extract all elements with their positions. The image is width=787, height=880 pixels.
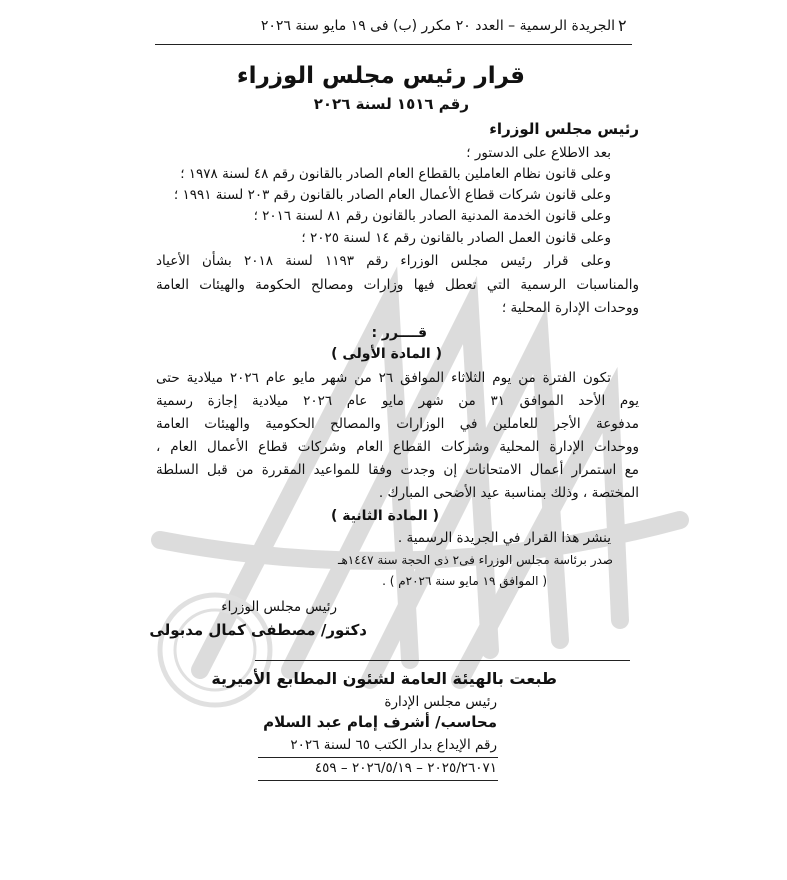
- preamble-line: وعلى قرار رئيس مجلس الوزراء رقم ١١٩٣ لسنة ٢٠١٨ بشأن الأعياد: [156, 253, 611, 269]
- article-1-line: ووحدات الإدارة المحلية وشركات القطاع العام وشركات قطاع الأعمال العام ،: [156, 439, 639, 455]
- print-code: ٢٠٢٥/٢٦٠٧١ – ٢٠٢٦/٥/١٩ – ٤٥٩: [314, 760, 497, 776]
- article-1-heading: ( المادة الأولى ): [331, 346, 442, 362]
- preamble-line: وعلى قانون نظام العاملين بالقطاع العام الصادر بالقانون رقم ٤٨ لسنة ١٩٧٨ ؛: [180, 166, 611, 182]
- preamble-line: بعد الاطلاع على الدستور ؛: [466, 145, 611, 161]
- issued-date-line: ( الموافق ١٩ مايو سنة ٢٠٢٦م ) .: [382, 574, 547, 588]
- signatory-name: دكتور/ مصطفى كمال مدبولى: [149, 621, 367, 639]
- preamble-line: وعلى قانون شركات قطاع الأعمال العام الصادر بالقانون رقم ٢٠٣ لسنة ١٩٩١ ؛: [173, 187, 611, 203]
- printer-name: طبعت بالهيئة العامة لشئون المطابع الأميرية: [211, 669, 557, 688]
- decree-number: رقم ١٥١٦ لسنة ٢٠٢٦: [313, 95, 469, 113]
- printer-chair-title: رئيس مجلس الإدارة: [384, 694, 497, 710]
- article-2-line: ينشر هذا القرار في الجريدة الرسمية .: [397, 530, 611, 546]
- preamble-line: وعلى قانون الخدمة المدنية الصادر بالقانون رقم ٨١ لسنة ٢٠١٦ ؛: [253, 208, 611, 224]
- issued-line: صدر برئاسة مجلس الوزراء فى٢ ذى الحجة سنة ١٤٤٧هـ: [337, 553, 613, 567]
- article-1-line: تكون الفترة من يوم الثلاثاء الموافق ٢٦ من شهر مايو عام ٢٠٢٦ ميلادية حتى: [156, 370, 611, 386]
- deposit-number: رقم الإيداع بدار الكتب ٦٥ لسنة ٢٠٢٦: [290, 737, 497, 753]
- bottom-rule: [258, 780, 498, 781]
- header-rule: [155, 44, 632, 45]
- decree-title: قرار رئيس مجلس الوزراء: [236, 63, 525, 89]
- page-number: ٢: [618, 16, 627, 35]
- signatory-title: رئيس مجلس الوزراء: [221, 599, 337, 615]
- deposit-rule: [258, 757, 498, 758]
- preamble-line: والمناسبات الرسمية التي تعطل فيها وزارات ومصالح الحكومة والهيئات العامة: [156, 277, 639, 293]
- footer-rule: [255, 660, 630, 661]
- article-2-heading: ( المادة الثانية ): [330, 508, 439, 524]
- running-header: الجريدة الرسمية – العدد ٢٠ مكرر (ب) فى ١٩ مايو سنة ٢٠٢٦: [260, 18, 615, 34]
- article-1-line: مدفوعة الأجر للعاملين في الوزارات والمصالح الحكومية والهيئات العامة: [156, 416, 639, 432]
- preamble-line: ووحدات الإدارة المحلية ؛: [501, 300, 639, 316]
- decided-heading: قــــرر :: [371, 325, 427, 341]
- printer-chair-name: محاسب/ أشرف إمام عبد السلام: [263, 713, 497, 731]
- article-1-line: المختصة ، وذلك بمناسبة عيد الأضحى المبارك .: [378, 485, 639, 501]
- article-1-line: يوم الأحد الموافق ٣١ من شهر مايو عام ٢٠٢٦ ميلادية إجازة رسمية: [156, 393, 639, 409]
- preamble-line: وعلى قانون العمل الصادر بالقانون رقم ١٤ لسنة ٢٠٢٥ ؛: [301, 230, 611, 246]
- article-1-line: مع استمرار أعمال الامتحانات إن وجدت وفقا للمواعيد المقررة من قبل السلطة: [156, 462, 639, 478]
- decree-issuer: رئيس مجلس الوزراء: [489, 120, 639, 138]
